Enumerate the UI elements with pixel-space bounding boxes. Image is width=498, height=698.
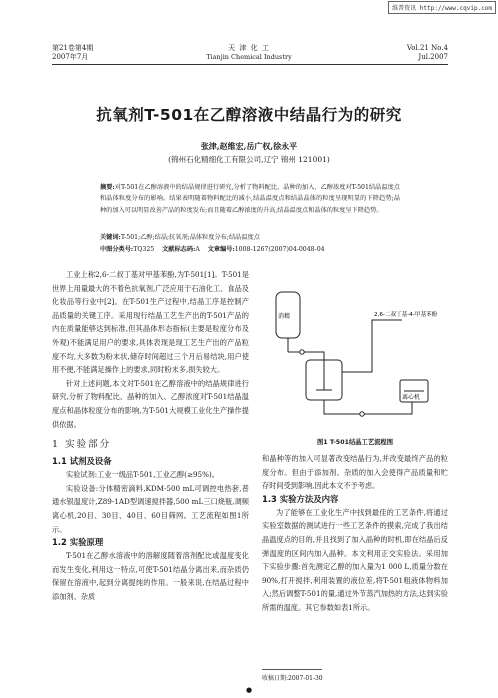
process-flow-diagram [262, 282, 448, 438]
discharge-pipe [324, 400, 412, 414]
compound-label: 2,6-二叔丁基-4-甲基苯酚 [374, 312, 438, 318]
keywords-text: T-501;乙醇;结晶;抗氧剂;晶体粒度分布;结晶温度点 [120, 234, 260, 241]
figure-caption: 图1 T-501结晶工艺流程图 [316, 439, 394, 446]
volume-en: Vol.21 No.4 [406, 44, 448, 52]
author-list: 张津,赵维宏,岳广权,徐永平 [200, 141, 298, 151]
paper-title: 抗氧剂T-501在乙醇溶液中结晶行为的研究 [96, 106, 402, 124]
abstract-text: 对T-501在乙醇溶液中的结晶规律进行研究,分析了物料配比、晶种的加入、乙醇浓度对T-501结晶温度点和晶体粒度分布的影响。结果表明随着物料配比的减小,结晶温度点和结晶晶体的粒度呈现明显的下降趋势;晶种的加入可以明显改善产品的粒度发布;而且随着乙醇浓度的升高,结晶温度点和晶体的粒度呈下降趋势。 [100, 184, 400, 214]
clc-label: 中图分类号: [100, 246, 134, 253]
date-en: Jul.2007 [418, 53, 448, 61]
doc-code-label: 文献标志码: [162, 246, 196, 253]
method-paragraph: 为了能够在工业化生产中找到最佳的工艺条件,将通过实验室数据的测试进行一些工艺条件的摸索,完成了我出结晶温度点的目的,并且找到了加入晶种的时机,即在结晶后反弹温度的区间内加入晶种。本文利用正交实验法。采用加下实验步骤:首先测定乙醇的加入量为1 000 L,质量分数在90%,打开搅拌,利用装置的液位差,将T-501粗液体物料加入;然后调整T-501的量,通过外节蒸汽加热的方法,达到实验所需的温度。其它参数如表1所示。 [262, 507, 448, 612]
raw-material-pipe [342, 320, 402, 372]
discharge-valve [360, 412, 364, 416]
equipment-paragraph: 实验设备:分体精密滴料,KDM-500 mL可调控电热套,普通水银温度计,Z89-1AD型调速搅拌器,500 mL三口烧瓶,调频离心机,20目、30目、40目、60目筛网。工艺流程如图1所示。 [52, 483, 249, 534]
received-date: 收稿日期:2007-01-30 [262, 675, 323, 682]
journal-name-cn: 天 津 化 工 [228, 44, 270, 52]
left-column [52, 268, 249, 603]
subsection-heading-1-1: 1.1 试剂及设备 [52, 456, 112, 467]
article-id-value: 1008-1267(2007)04-0048-04 [234, 246, 325, 253]
volume-info-en [407, 44, 448, 62]
source-stamp: 维普资讯 http://www.cqvip.com [388, 1, 496, 14]
feed-pipe [288, 338, 324, 360]
classification-line [100, 244, 420, 255]
subsection-heading-1-2: 1.2 实验原理 [52, 537, 104, 548]
continued-paragraph: 和晶种等的加入可显著改变结晶行为,并改变最终产品的粒度分布。但由于添加剂、杂质的加入会使得产品质量和贮存时间受到影响,因此本文不予考虑。 [262, 454, 448, 491]
keywords-label: 关键词: [100, 234, 121, 241]
process-flow-figure [262, 282, 448, 438]
reagents-paragraph: 实验试剂:工业一级品T-501,工业乙醇(≥95%)。 [66, 470, 219, 480]
clc-value: TQ325 [133, 246, 155, 253]
footnote-rule [262, 669, 322, 670]
vessel-label: 消精 [278, 313, 291, 320]
abstract [100, 182, 400, 216]
volume-cn: 第21卷第4期 [52, 44, 94, 52]
feed-valve [300, 350, 304, 354]
journal-name-en: Tianjin Chemical Industry [206, 53, 292, 61]
header-rule [52, 64, 448, 65]
keywords [100, 232, 400, 243]
doc-code-value: A [195, 246, 200, 253]
right-column [262, 452, 448, 615]
abstract-label: 摘要: [100, 184, 115, 191]
affiliation: (锦州石化精细化工有限公司,辽宁 锦州 121001) [168, 155, 330, 164]
article-id-label: 文章编号: [207, 246, 235, 253]
section-heading-1: 1 实验部分 [52, 439, 112, 451]
principle-paragraph: T-501在乙醇水溶液中的溶解度随着溶剂配比或温度变化而发生变化,利用这一特点,可使T-501结晶分离出来,而杂质仍保留在溶液中,起到分离提纯的作用。一般来说,在结晶过程中添加剂、杂质 [52, 551, 249, 601]
intro-paragraph-1: 工业上称2,6-二叔丁基对甲基苯酚,为T-501[1]。T-501是世界上用量最大的不着色抗氧剂,广泛应用于石油化工、食品及化妆品等行业中[2]。在T-501生产过程中,结晶工序是控制产品质量的关键工序。采用现行结晶工艺生产出的T-501产品的内在质量能够达到标准,但其晶体形态指标(主要是粒度分布及外观)不能满足用户的要求,具体表现是现工艺生产出的产品粒度不均,大多数为粉末状,储存时间超过三个月后易结块,用户使用不便,不能满足操作上的要求,同时粉末多,损失较大。 [52, 270, 249, 375]
date-cn: 2007年7月 [52, 53, 89, 61]
intro-paragraph-2: 针对上述问题,本文对T-501在乙醇溶液中的结晶规律进行研究,分析了物料配比、晶种的加入、乙醇浓度对T-501结晶温度点和晶体粒度分布的影响,为T-501大规模工业化生产操作提供依据。 [52, 378, 249, 429]
centrifuge-label: 离心机 [402, 394, 421, 401]
subsection-heading-1-3: 1.3 实验方法及内容 [262, 493, 339, 504]
page-mark: ● [246, 686, 253, 694]
